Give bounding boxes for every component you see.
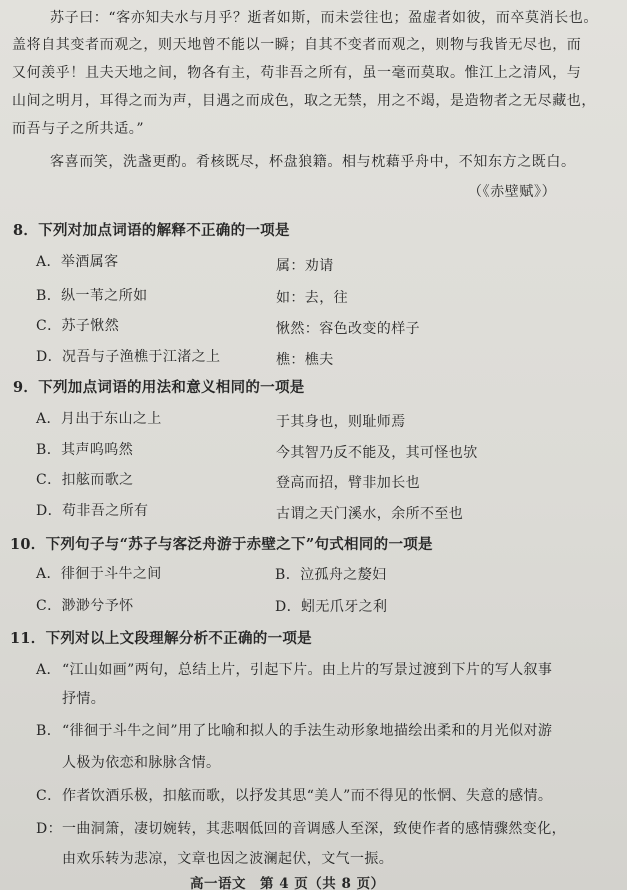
q11-option-d-line-2: 由欢乐转为悲凉，文章也因之波澜起伏，文气一振。 xyxy=(62,851,394,867)
passage-line-1: 苏子曰：“客亦知夫水与月乎？逝者如斯，而未尝往也；盈虚者如彼，而卒莫消长也。 xyxy=(50,10,598,26)
q9-option-c-compare: 登高而招，臂非加长也 xyxy=(276,475,420,491)
q8-option-d-gloss: 樵：樵夫 xyxy=(276,352,334,368)
passage-line-6: 客喜而笑，洗盏更酌。肴核既尽，杯盘狼籍。相与枕藉乎舟中，不知东方之既白。 xyxy=(50,154,576,170)
q8-option-a: A．举酒属客 xyxy=(36,254,119,270)
q11-option-a-line-1: “江山如画”两句，总结上片，引起下片。由上片的写景过渡到下片的写人叙事 xyxy=(62,662,553,678)
q9-option-d-compare: 古谓之天门溪水，余所不至也 xyxy=(276,506,464,522)
q8-option-a-gloss: 属：劝请 xyxy=(276,258,334,274)
q8-option-c-gloss: 愀然：容色改变的样子 xyxy=(276,321,420,337)
q10-option-a: A．徘徊于斗牛之间 xyxy=(36,566,162,582)
q10-option-c: C．渺渺兮予怀 xyxy=(36,598,134,614)
q11-option-d-line-1: 一曲洞箫，凄切婉转，其悲咽低回的音调感人至深，致使作者的感情骤然变化， xyxy=(62,821,566,837)
q11-option-b-letter: B． xyxy=(36,723,62,739)
passage-line-4: 山间之明月，耳得之而为声，目遇之而成色，取之无禁，用之不竭，是造物者之无尽藏也， xyxy=(12,93,596,109)
q9-option-b-compare: 今其智乃反不能及，其可怪也欤 xyxy=(276,445,478,461)
page-footer: 高一语文 第 4 页（共 8 页） xyxy=(190,876,385,890)
q10-stem: 10．下列句子与“苏子与客泛舟游于赤壁之下”句式相同的一项是 xyxy=(10,536,433,553)
q9-option-a-compare: 于其身也，则耻师焉 xyxy=(276,414,406,430)
q11-option-d-letter: D： xyxy=(36,821,63,837)
q8-option-b: B．纵一苇之所如 xyxy=(36,288,148,304)
passage-line-2: 盖将自其变者而观之，则天地曾不能以一瞬；自其不变者而观之，则物与我皆无尽也，而 xyxy=(12,37,582,53)
q11-option-c-line-1: 作者饮酒乐极，扣舷而歌，以抒发其思“美人”而不得见的怅惘、失意的感情。 xyxy=(62,788,553,804)
q11-stem: 11．下列对以上文段理解分析不正确的一项是 xyxy=(10,630,312,647)
q8-option-d: D．况吾与子渔樵于江渚之上 xyxy=(36,349,221,365)
q10-option-d: D．蚓无爪牙之利 xyxy=(275,599,388,615)
passage-source: （《赤壁赋》） xyxy=(468,184,557,200)
passage-line-5: 而吾与子之所共适。” xyxy=(12,121,145,137)
q9-option-c: C．扣舷而歌之 xyxy=(36,472,134,488)
q8-option-b-gloss: 如：去，往 xyxy=(276,290,348,306)
q10-option-b: B．泣孤舟之嫠妇 xyxy=(275,567,387,583)
q9-stem: 9．下列加点词语的用法和意义相同的一项是 xyxy=(13,379,305,396)
q9-option-a: A．月出于东山之上 xyxy=(36,411,162,427)
q11-option-a-letter: A． xyxy=(36,662,61,678)
q11-option-b-line-1: “徘徊于斗牛之间”用了比喻和拟人的手法生动形象地描绘出柔和的月光似对游 xyxy=(62,723,553,739)
q8-option-c: C．苏子愀然 xyxy=(36,318,120,334)
q11-option-b-line-2: 人极为依恋和脉脉含情。 xyxy=(62,755,221,771)
q11-option-a-line-2: 抒情。 xyxy=(62,691,106,707)
q9-option-d: D．苟非吾之所有 xyxy=(36,503,149,519)
q9-option-b: B．其声呜呜然 xyxy=(36,442,134,458)
passage-line-3: 又何羡乎！且夫天地之间，物各有主，苟非吾之所有，虽一毫而莫取。惟江上之清风，与 xyxy=(12,65,582,81)
q11-option-c-letter: C． xyxy=(36,788,62,804)
q8-stem: 8．下列对加点词语的解释不正确的一项是 xyxy=(13,222,290,239)
